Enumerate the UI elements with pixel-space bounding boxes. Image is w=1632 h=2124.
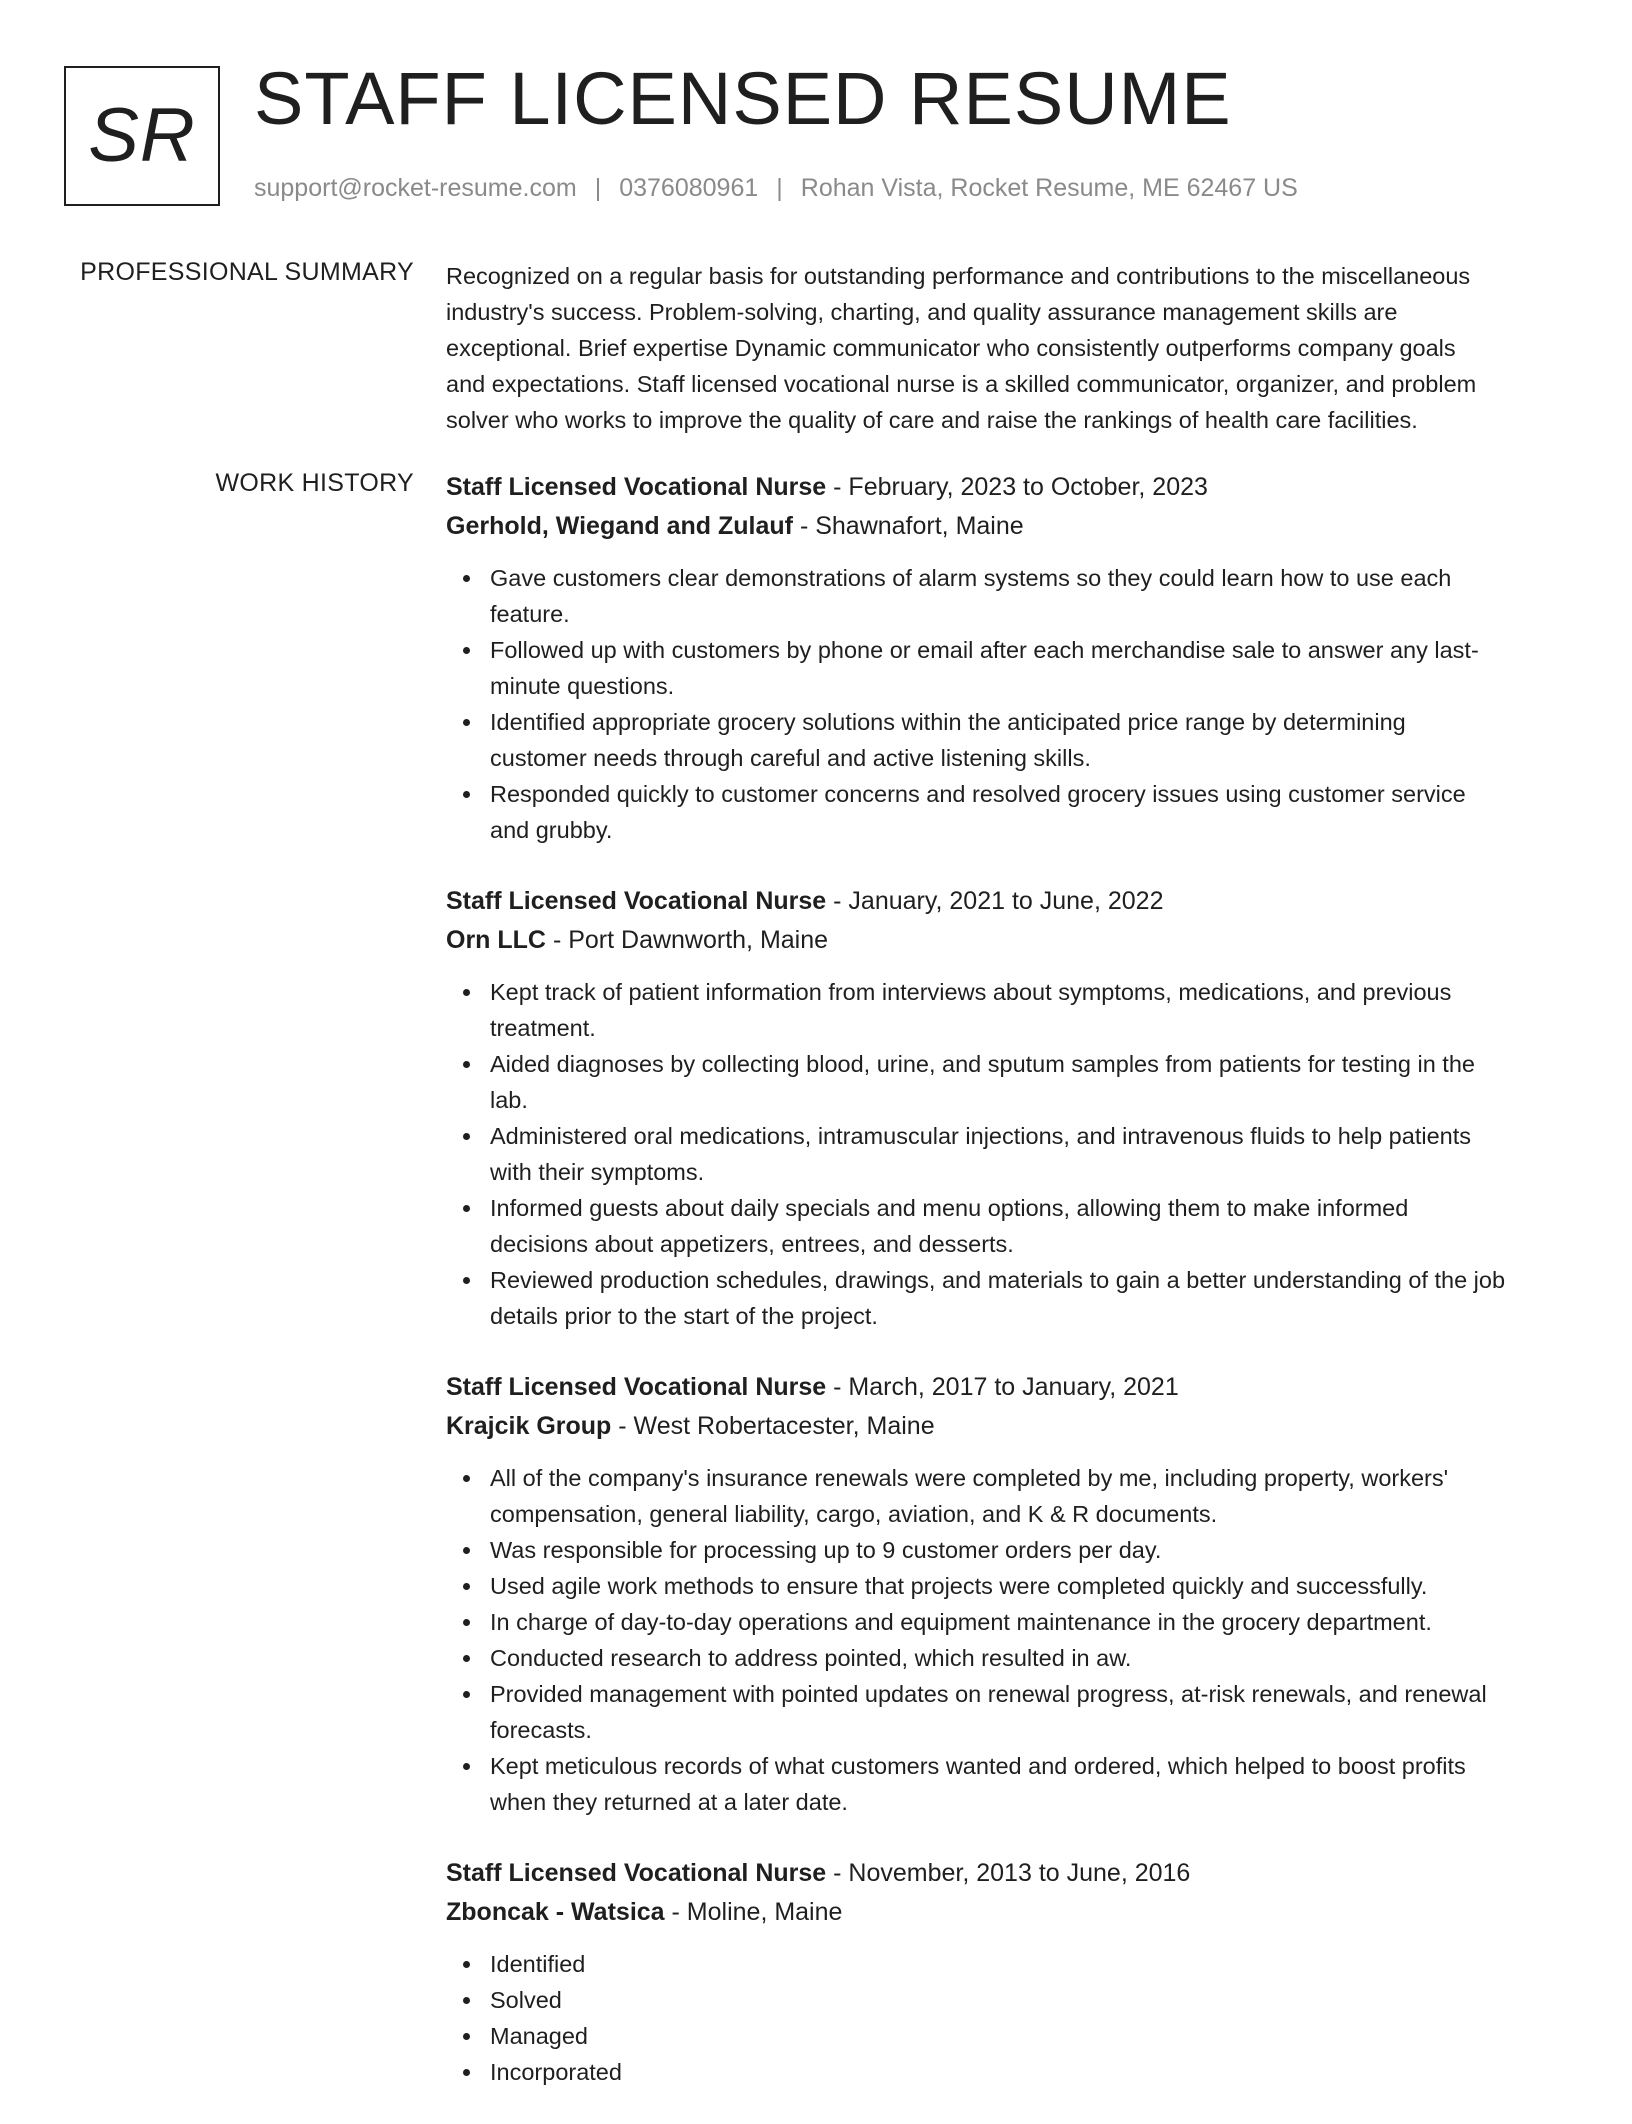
summary-line: exceptional. Brief expertise Dynamic communicator who consistently outperforms company goals — [446, 335, 1456, 361]
job-bullet-line: treatment. — [490, 1015, 596, 1041]
contact-separator: | — [776, 174, 783, 202]
job-company: Orn LLC — [446, 926, 546, 954]
job-bullet-line: minute questions. — [490, 673, 675, 699]
job-bullet — [490, 1640, 1566, 1676]
job-title: Staff Licensed Vocational Nurse — [446, 473, 827, 501]
job-location: - Port Dawnworth, Maine — [546, 926, 829, 954]
work-history-label: WORK HISTORY — [215, 469, 414, 497]
summary-text — [446, 258, 1566, 438]
job-company: Gerhold, Wiegand and Zulauf — [446, 512, 793, 540]
contact-separator: | — [594, 174, 602, 202]
job-bullet-line: with their symptoms. — [490, 1159, 705, 1185]
job-bullet-line: details prior to the start of the project. — [490, 1303, 878, 1329]
job-bullet-line: Responded quickly to customer concerns and resolved grocery issues using customer service — [490, 781, 1466, 807]
job-entry — [446, 468, 1566, 848]
job-entry — [446, 882, 1566, 1334]
job-entry — [446, 1854, 1566, 2090]
job-company-line — [446, 1406, 1566, 1446]
job-title-line — [446, 1368, 1566, 1406]
job-bullet-list — [446, 1460, 1566, 1820]
job-bullet — [490, 2054, 1566, 2090]
job-bullet-line: Kept meticulous records of what customers wanted and ordered, which helped to boost profits — [490, 1753, 1466, 1779]
job-title: Staff Licensed Vocational Nurse — [446, 1859, 827, 1887]
contact-line — [254, 174, 1298, 203]
job-entry — [446, 1368, 1566, 1820]
job-bullet — [490, 560, 1566, 632]
job-title: Staff Licensed Vocational Nurse — [446, 1373, 827, 1401]
job-bullet-line: Solved — [490, 1987, 562, 2013]
job-bullet-line: Aided diagnoses by collecting blood, urine, and sputum samples from patients for testing in the — [490, 1051, 1475, 1077]
job-bullet-line: feature. — [490, 601, 570, 627]
job-bullet-line: decisions about appetizers, entrees, and desserts. — [490, 1231, 1014, 1257]
job-bullet — [490, 1118, 1566, 1190]
job-bullet-line: Was responsible for processing up to 9 customer orders per day. — [490, 1537, 1162, 1563]
contact-phone[interactable]: 0376080961 — [619, 174, 759, 202]
job-bullet — [490, 1604, 1566, 1640]
job-bullet — [490, 1460, 1566, 1532]
job-bullet-line: and grubby. — [490, 817, 613, 843]
job-bullet — [490, 1046, 1566, 1118]
job-dates: - March, 2017 to January, 2021 — [826, 1373, 1179, 1401]
contact-address: Rohan Vista, Rocket Resume, ME 62467 US — [800, 174, 1298, 202]
job-bullet — [490, 1532, 1566, 1568]
work-history-body — [446, 468, 1566, 2124]
job-location: - West Robertacester, Maine — [611, 1412, 935, 1440]
job-dates: - November, 2013 to June, 2016 — [826, 1859, 1191, 1887]
job-bullet-line: Administered oral medications, intramuscular injections, and intravenous fluids to help patients — [490, 1123, 1471, 1149]
summary-label: PROFESSIONAL SUMMARY — [80, 258, 414, 286]
job-bullet-line: Gave customers clear demonstrations of alarm systems so they could learn how to use each — [490, 565, 1452, 591]
summary-line: solver who works to improve the quality of care and raise the rankings of health care facilities. — [446, 407, 1418, 433]
job-bullet-line: compensation, general liability, cargo, aviation, and K & R documents. — [490, 1501, 1218, 1527]
job-bullet-line: Incorporated — [490, 2059, 622, 2085]
resume-title: STAFF LICENSED RESUME — [254, 57, 1232, 140]
job-bullet — [490, 974, 1566, 1046]
job-bullet — [490, 704, 1566, 776]
job-dates: - February, 2023 to October, 2023 — [826, 473, 1208, 501]
job-bullet-line: when they returned at a later date. — [490, 1789, 848, 1815]
job-bullet — [490, 776, 1566, 848]
job-bullet-line: Managed — [490, 2023, 588, 2049]
job-title: Staff Licensed Vocational Nurse — [446, 887, 827, 915]
job-bullet — [490, 1946, 1566, 1982]
job-bullet — [490, 632, 1566, 704]
job-company-line — [446, 920, 1566, 960]
summary-line: industry's success. Problem-solving, charting, and quality assurance management skills are — [446, 299, 1398, 325]
job-bullet-line: Informed guests about daily specials and menu options, allowing them to make informed — [490, 1195, 1409, 1221]
job-bullet-line: Followed up with customers by phone or email after each merchandise sale to answer any last- — [490, 637, 1479, 663]
job-bullet-line: lab. — [490, 1087, 528, 1113]
summary-body — [446, 258, 1566, 438]
job-bullet — [490, 1748, 1566, 1820]
monogram-initials: SR — [88, 93, 196, 178]
job-company: Krajcik Group — [446, 1412, 612, 1440]
job-bullet — [490, 1982, 1566, 2018]
job-company-line — [446, 1892, 1566, 1932]
job-location: - Shawnafort, Maine — [793, 512, 1024, 540]
job-bullet-line: customer needs through careful and active listening skills. — [490, 745, 1091, 771]
job-bullet — [490, 1676, 1566, 1748]
job-title-line — [446, 468, 1566, 506]
job-dates: - January, 2021 to June, 2022 — [826, 887, 1164, 915]
summary-line: and expectations. Staff licensed vocational nurse is a skilled communicator, organizer, and problem — [446, 371, 1477, 397]
job-bullet-line: Reviewed production schedules, drawings, and materials to gain a better understanding of the job — [490, 1267, 1506, 1293]
job-bullet-list — [446, 974, 1566, 1334]
job-bullet-line: Used agile work methods to ensure that projects were completed quickly and successfully. — [490, 1573, 1428, 1599]
job-bullet-line: All of the company's insurance renewals were completed by me, including property, workers' — [490, 1465, 1449, 1491]
job-bullet-list — [446, 1946, 1566, 2090]
job-bullet-list — [446, 560, 1566, 848]
job-bullet-line: Provided management with pointed updates on renewal progress, at-risk renewals, and renewal — [490, 1681, 1487, 1707]
job-bullet-line: In charge of day-to-day operations and equipment maintenance in the grocery department. — [490, 1609, 1432, 1635]
job-bullet — [490, 1568, 1566, 1604]
job-bullet-line: Kept track of patient information from interviews about symptoms, medications, and previous — [490, 979, 1452, 1005]
job-bullet-line: forecasts. — [490, 1717, 592, 1743]
job-title-line — [446, 1854, 1566, 1892]
job-bullet-line: Identified — [490, 1951, 586, 1977]
job-bullet — [490, 1190, 1566, 1262]
job-company-line — [446, 506, 1566, 546]
job-bullet — [490, 2018, 1566, 2054]
job-company: Zboncak - Watsica — [446, 1898, 665, 1926]
monogram-box — [64, 66, 220, 206]
job-title-line — [446, 882, 1566, 920]
job-bullet — [490, 1262, 1566, 1334]
job-location: - Moline, Maine — [664, 1898, 843, 1926]
summary-line: Recognized on a regular basis for outstanding performance and contributions to the miscellaneous — [446, 263, 1471, 289]
job-bullet-line: Conducted research to address pointed, which resulted in aw. — [490, 1645, 1132, 1671]
contact-email[interactable]: support@rocket-resume.com — [254, 174, 577, 202]
job-bullet-line: Identified appropriate grocery solutions within the anticipated price range by determining — [490, 709, 1406, 735]
